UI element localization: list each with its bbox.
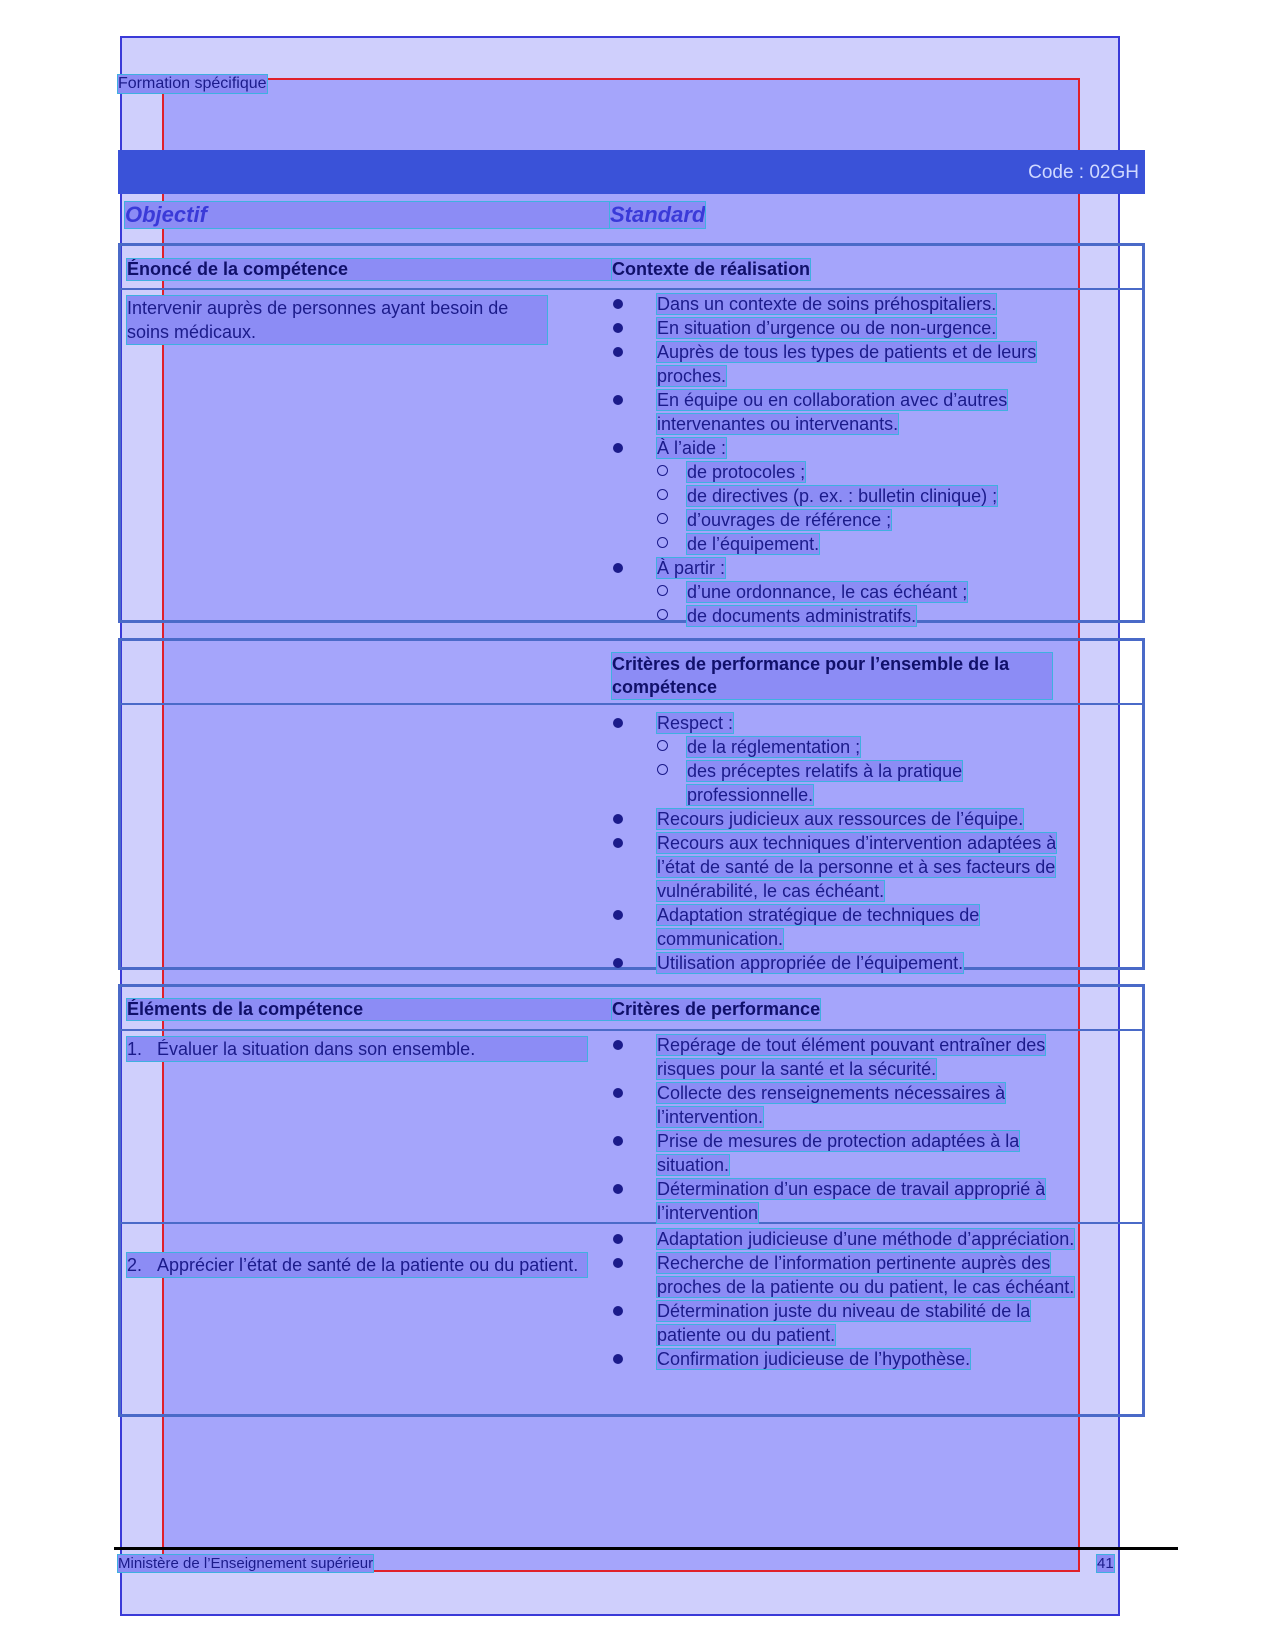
divider — [121, 288, 1142, 290]
circle-bullet-icon — [657, 764, 668, 775]
bullet-icon — [613, 347, 623, 357]
bullet-item — [613, 951, 1083, 975]
bullet-text: Confirmation judicieuse de l’hypothèse. — [657, 1349, 971, 1369]
sub-item — [657, 759, 1083, 807]
circle-bullet-icon — [657, 740, 668, 751]
competency-code: Code : 02GH — [1028, 162, 1139, 183]
bullet-icon — [613, 563, 623, 573]
criteria-heading: Critères de performance — [612, 999, 821, 1019]
context-list — [613, 292, 1083, 628]
sub-item — [657, 532, 1083, 556]
bullet-icon — [613, 395, 623, 405]
bullet-text: Auprès de tous les types de patients et de leurs proches. — [657, 342, 1037, 386]
bullet-item — [613, 831, 1083, 903]
bullet-item — [613, 711, 1083, 807]
bullet-text: Adaptation stratégique de techniques de communication. — [657, 905, 980, 949]
bullet-icon — [613, 814, 623, 824]
bullet-icon — [613, 838, 623, 848]
bullet-item — [613, 1299, 1083, 1347]
sub-list — [657, 460, 1083, 556]
global-criteria-heading: Critères de performance pour l’ensemble de la compétence — [612, 653, 1052, 699]
sub-item-text: de protocoles ; — [687, 462, 806, 482]
sub-list — [657, 580, 1083, 628]
divider — [121, 703, 1142, 705]
sub-item — [657, 604, 1083, 628]
bullet-text: Recours aux techniques d’intervention adaptées à l’état de santé de la personne et à ses facteurs de vulnérabilité, le cas échéant. — [657, 833, 1057, 901]
sub-item — [657, 580, 1083, 604]
bullet-text: Détermination juste du niveau de stabilité de la patiente ou du patient. — [657, 1301, 1031, 1345]
bullet-icon — [613, 323, 623, 333]
bullet-icon — [613, 958, 623, 968]
page-number: 41 — [1097, 1555, 1114, 1572]
bullet-item — [613, 1227, 1083, 1251]
circle-bullet-icon — [657, 585, 668, 596]
bullet-item — [613, 1129, 1083, 1177]
section-elements — [118, 984, 1145, 1417]
bullet-text: En équipe ou en collaboration avec d’autres intervenantes ou intervenants. — [657, 390, 1008, 434]
sub-item-text: de directives (p. ex. : bulletin clinique) ; — [687, 486, 998, 506]
sub-item-text: des préceptes relatifs à la pratique professionnelle. — [687, 761, 963, 805]
element-1: 1. Évaluer la situation dans son ensemble. — [127, 1037, 587, 1061]
bullet-icon — [613, 1088, 623, 1098]
sub-item-text: d’une ordonnance, le cas échéant ; — [687, 582, 968, 602]
element-2-criteria — [613, 1227, 1083, 1371]
bullet-text: Utilisation appropriée de l’équipement. — [657, 953, 964, 973]
bullet-icon — [613, 1184, 623, 1194]
bullet-icon — [613, 1234, 623, 1244]
sub-item — [657, 735, 1083, 759]
bullet-icon — [613, 910, 623, 920]
circle-bullet-icon — [657, 513, 668, 524]
bullet-item — [613, 316, 1083, 340]
footer-rule — [114, 1547, 1178, 1550]
bullet-icon — [613, 299, 623, 309]
standard-header: Standard — [610, 202, 706, 227]
bullet-item — [613, 436, 1083, 556]
section-statement — [118, 243, 1145, 626]
sub-item-text: de documents administratifs. — [687, 606, 917, 626]
circle-bullet-icon — [657, 609, 668, 620]
running-head: Formation spécifique — [118, 75, 267, 92]
bullet-icon — [613, 1136, 623, 1146]
element-2: 2. Apprécier l’état de santé de la patiente ou du patient. — [127, 1253, 587, 1277]
bullet-text: À l’aide : — [657, 438, 727, 458]
sub-list — [657, 735, 1083, 807]
bullet-item — [613, 1081, 1083, 1129]
element-1-criteria — [613, 1033, 1083, 1225]
circle-bullet-icon — [657, 537, 668, 548]
bullet-text: À partir : — [657, 558, 726, 578]
bullet-text: Recours judicieux aux ressources de l’équipe. — [657, 809, 1024, 829]
sub-item — [657, 484, 1083, 508]
circle-bullet-icon — [657, 489, 668, 500]
bullet-text: Repérage de tout élément pouvant entraîner des risques pour la santé et la sécurité. — [657, 1035, 1046, 1079]
footer-ministry: Ministère de l’Enseignement supérieur — [118, 1555, 374, 1572]
global-criteria-list — [613, 711, 1083, 975]
bullet-icon — [613, 1258, 623, 1268]
bullet-text: En situation d’urgence ou de non-urgence. — [657, 318, 997, 338]
competency-statement: Intervenir auprès de personnes ayant besoin de soins médicaux. — [127, 296, 547, 344]
sub-item-text: de la réglementation ; — [687, 737, 861, 757]
context-heading: Contexte de réalisation — [612, 259, 811, 279]
bullet-item — [613, 903, 1083, 951]
bullet-icon — [613, 718, 623, 728]
circle-bullet-icon — [657, 465, 668, 476]
bullet-text: Collecte des renseignements nécessaires à l’intervention. — [657, 1083, 1006, 1127]
sub-item-text: de l’équipement. — [687, 534, 820, 554]
code-bar — [118, 150, 1145, 194]
bullet-text: Recherche de l’information pertinente auprès des proches de la patiente ou du patient, le cas échéant. — [657, 1253, 1075, 1297]
sub-item-text: d’ouvrages de référence ; — [687, 510, 892, 530]
bullet-item — [613, 556, 1083, 628]
bullet-item — [613, 1177, 1083, 1225]
bullet-text: Dans un contexte de soins préhospitaliers. — [657, 294, 997, 314]
sub-item — [657, 508, 1083, 532]
bullet-text: Prise de mesures de protection adaptées à la situation. — [657, 1131, 1020, 1175]
statement-heading: Énoncé de la compétence — [127, 259, 611, 280]
section-global-criteria — [118, 638, 1145, 973]
bullet-text: Détermination d’un espace de travail approprié à l’intervention — [657, 1179, 1046, 1223]
bullet-item — [613, 1251, 1083, 1299]
bullet-item — [613, 1033, 1083, 1081]
bullet-icon — [613, 1354, 623, 1364]
divider — [121, 1029, 1142, 1031]
objective-header: Objectif — [125, 202, 609, 228]
bullet-item — [613, 292, 1083, 316]
bullet-item — [613, 807, 1083, 831]
bullet-item — [613, 388, 1083, 436]
bullet-text: Respect : — [657, 713, 734, 733]
bullet-item — [613, 1347, 1083, 1371]
bullet-item — [613, 340, 1083, 388]
sub-item — [657, 460, 1083, 484]
elements-heading: Éléments de la compétence — [127, 999, 611, 1020]
bullet-icon — [613, 1040, 623, 1050]
bullet-icon — [613, 1306, 623, 1316]
bullet-icon — [613, 443, 623, 453]
bullet-text: Adaptation judicieuse d’une méthode d’appréciation. — [657, 1229, 1075, 1249]
